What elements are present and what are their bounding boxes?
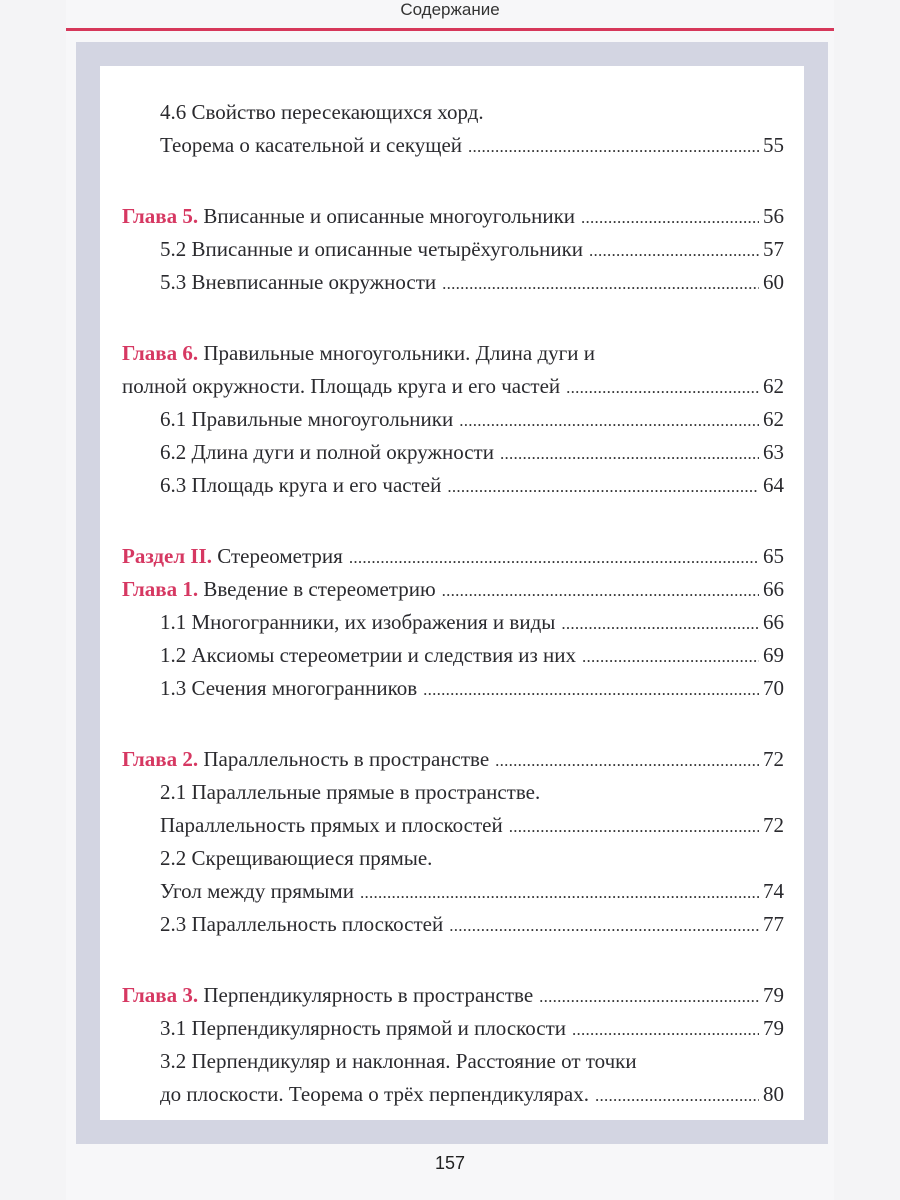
toc-entry[interactable] xyxy=(122,639,784,672)
toc-entry-title: Параллельность в пространстве xyxy=(203,747,490,771)
toc-group xyxy=(122,96,784,162)
dot-leader xyxy=(561,607,759,640)
toc-entry-title: Угол между прямыми xyxy=(160,879,354,903)
toc-page-number: 66 xyxy=(763,577,784,601)
toc-page-number: 65 xyxy=(763,544,784,568)
toc-entry[interactable] xyxy=(122,436,784,469)
toc-page-number: 64 xyxy=(763,473,784,497)
dot-leader xyxy=(442,574,759,607)
dot-leader xyxy=(423,673,759,706)
toc-entry-title: 6.3 Площадь круга и его частей xyxy=(160,473,442,497)
toc-entry[interactable] xyxy=(122,1078,784,1111)
toc-page-number: 62 xyxy=(763,407,784,431)
dot-leader xyxy=(459,404,759,437)
dot-leader xyxy=(449,909,759,942)
toc-entry-title: 2.3 Параллельность плоскостей xyxy=(160,912,444,936)
toc-page-number: 63 xyxy=(763,440,784,464)
chapter-label: Глава 2. xyxy=(122,747,199,771)
toc-entry-title: 5.3 Вневписанные окружности xyxy=(160,270,437,294)
toc-entry-title: 1.1 Многогранники, их изображения и виды xyxy=(160,610,556,634)
running-header: Содержание xyxy=(400,0,500,19)
toc-chapter-line[interactable] xyxy=(122,337,784,370)
toc-entry[interactable] xyxy=(122,606,784,639)
toc-entry[interactable] xyxy=(122,672,784,705)
toc-entry[interactable] xyxy=(122,1012,784,1045)
toc-page-number: 79 xyxy=(763,1016,784,1040)
toc-page-number: 79 xyxy=(763,983,784,1007)
dot-leader xyxy=(500,437,759,470)
dot-leader xyxy=(566,371,759,404)
toc-page-number: 62 xyxy=(763,374,784,398)
toc-page-number: 74 xyxy=(763,879,784,903)
toc-page-number: 72 xyxy=(763,813,784,837)
toc-chapter-entry[interactable] xyxy=(122,200,784,233)
toc-entry-title: 6.2 Длина дуги и полной окружности xyxy=(160,440,494,464)
toc-page-number: 69 xyxy=(763,643,784,667)
dot-leader xyxy=(468,130,759,163)
dot-leader xyxy=(447,470,759,503)
chapter-label: Глава 3. xyxy=(122,983,199,1007)
dot-leader xyxy=(349,541,759,574)
toc-page-number: 72 xyxy=(763,747,784,771)
dot-leader xyxy=(442,267,759,300)
dot-leader xyxy=(539,980,759,1013)
header-rule xyxy=(66,28,834,31)
toc-line: 3.2 Перпендикуляр и наклонная. Расстояние от точки xyxy=(160,1049,637,1073)
toc-entry-title: 6.1 Правильные многоугольники xyxy=(160,407,454,431)
page-number: 157 xyxy=(434,1153,466,1173)
toc-line: 4.6 Свойство пересекающихся хорд. xyxy=(160,100,484,124)
toc-entry[interactable] xyxy=(122,370,784,403)
section-label: Раздел II. xyxy=(122,544,212,568)
toc-line: 2.2 Скрещивающиеся прямые. xyxy=(160,846,433,870)
toc-group xyxy=(122,979,784,1111)
toc-page-number: 60 xyxy=(763,270,784,294)
toc-group xyxy=(122,200,784,299)
toc-entry-title: до плоскости. Теорема о трёх перпендикулярах. xyxy=(160,1082,590,1106)
toc-page-number: 77 xyxy=(763,912,784,936)
toc-chapter-entry[interactable] xyxy=(122,743,784,776)
toc-entry[interactable] xyxy=(122,403,784,436)
chapter-label: Глава 5. xyxy=(122,204,199,228)
toc-entry-title: Перпендикулярность в пространстве xyxy=(203,983,534,1007)
toc-entry-title: Параллельность прямых и плоскостей xyxy=(160,813,503,837)
toc-entry-title: полной окружности. Площадь круга и его частей xyxy=(122,374,561,398)
dot-leader xyxy=(509,810,759,843)
toc-page-number: 56 xyxy=(763,204,784,228)
toc-line: 2.1 Параллельные прямые в пространстве. xyxy=(160,780,541,804)
toc-entry[interactable] xyxy=(122,908,784,941)
toc-entry[interactable] xyxy=(122,809,784,842)
toc-entry-title: Вписанные и описанные многоугольники xyxy=(203,204,576,228)
toc-page-number: 57 xyxy=(763,237,784,261)
toc-entry-title: Введение в стереометрию xyxy=(203,577,436,601)
toc-entry-title: 1.3 Сечения многогранников xyxy=(160,676,418,700)
table-of-contents xyxy=(122,96,784,1149)
toc-entry-title: Правильные многоугольники. Длина дуги и xyxy=(203,341,595,365)
toc-entry-title: 5.2 Вписанные и описанные четырёхугольники xyxy=(160,237,584,261)
toc-page-number: 66 xyxy=(763,610,784,634)
toc-entry-title: Теорема о касательной и секущей xyxy=(160,133,462,157)
toc-entry-title: Стереометрия xyxy=(217,544,343,568)
dot-leader xyxy=(595,1079,759,1112)
toc-group xyxy=(122,540,784,705)
dot-leader xyxy=(572,1013,759,1046)
toc-entry[interactable] xyxy=(122,233,784,266)
toc-entry-title: 3.1 Перпендикулярность прямой и плоскости xyxy=(160,1016,567,1040)
chapter-label: Глава 6. xyxy=(122,341,199,365)
toc-entry[interactable] xyxy=(122,875,784,908)
toc-entry[interactable] xyxy=(122,129,784,162)
toc-page-number: 70 xyxy=(763,676,784,700)
dot-leader xyxy=(581,201,759,234)
toc-page-number: 80 xyxy=(763,1082,784,1106)
dot-leader xyxy=(582,640,759,673)
dot-leader xyxy=(589,234,759,267)
toc-entry[interactable] xyxy=(122,266,784,299)
toc-chapter-entry[interactable] xyxy=(122,573,784,606)
toc-group xyxy=(122,743,784,941)
toc-page-number: 55 xyxy=(763,133,784,157)
dot-leader xyxy=(360,876,759,909)
toc-chapter-entry[interactable] xyxy=(122,979,784,1012)
chapter-label: Глава 1. xyxy=(122,577,199,601)
toc-group xyxy=(122,337,784,502)
dot-leader xyxy=(495,744,759,777)
toc-entry[interactable] xyxy=(122,469,784,502)
toc-section-entry[interactable] xyxy=(122,540,784,573)
toc-entry-title: 1.2 Аксиомы стереометрии и следствия из них xyxy=(160,643,577,667)
